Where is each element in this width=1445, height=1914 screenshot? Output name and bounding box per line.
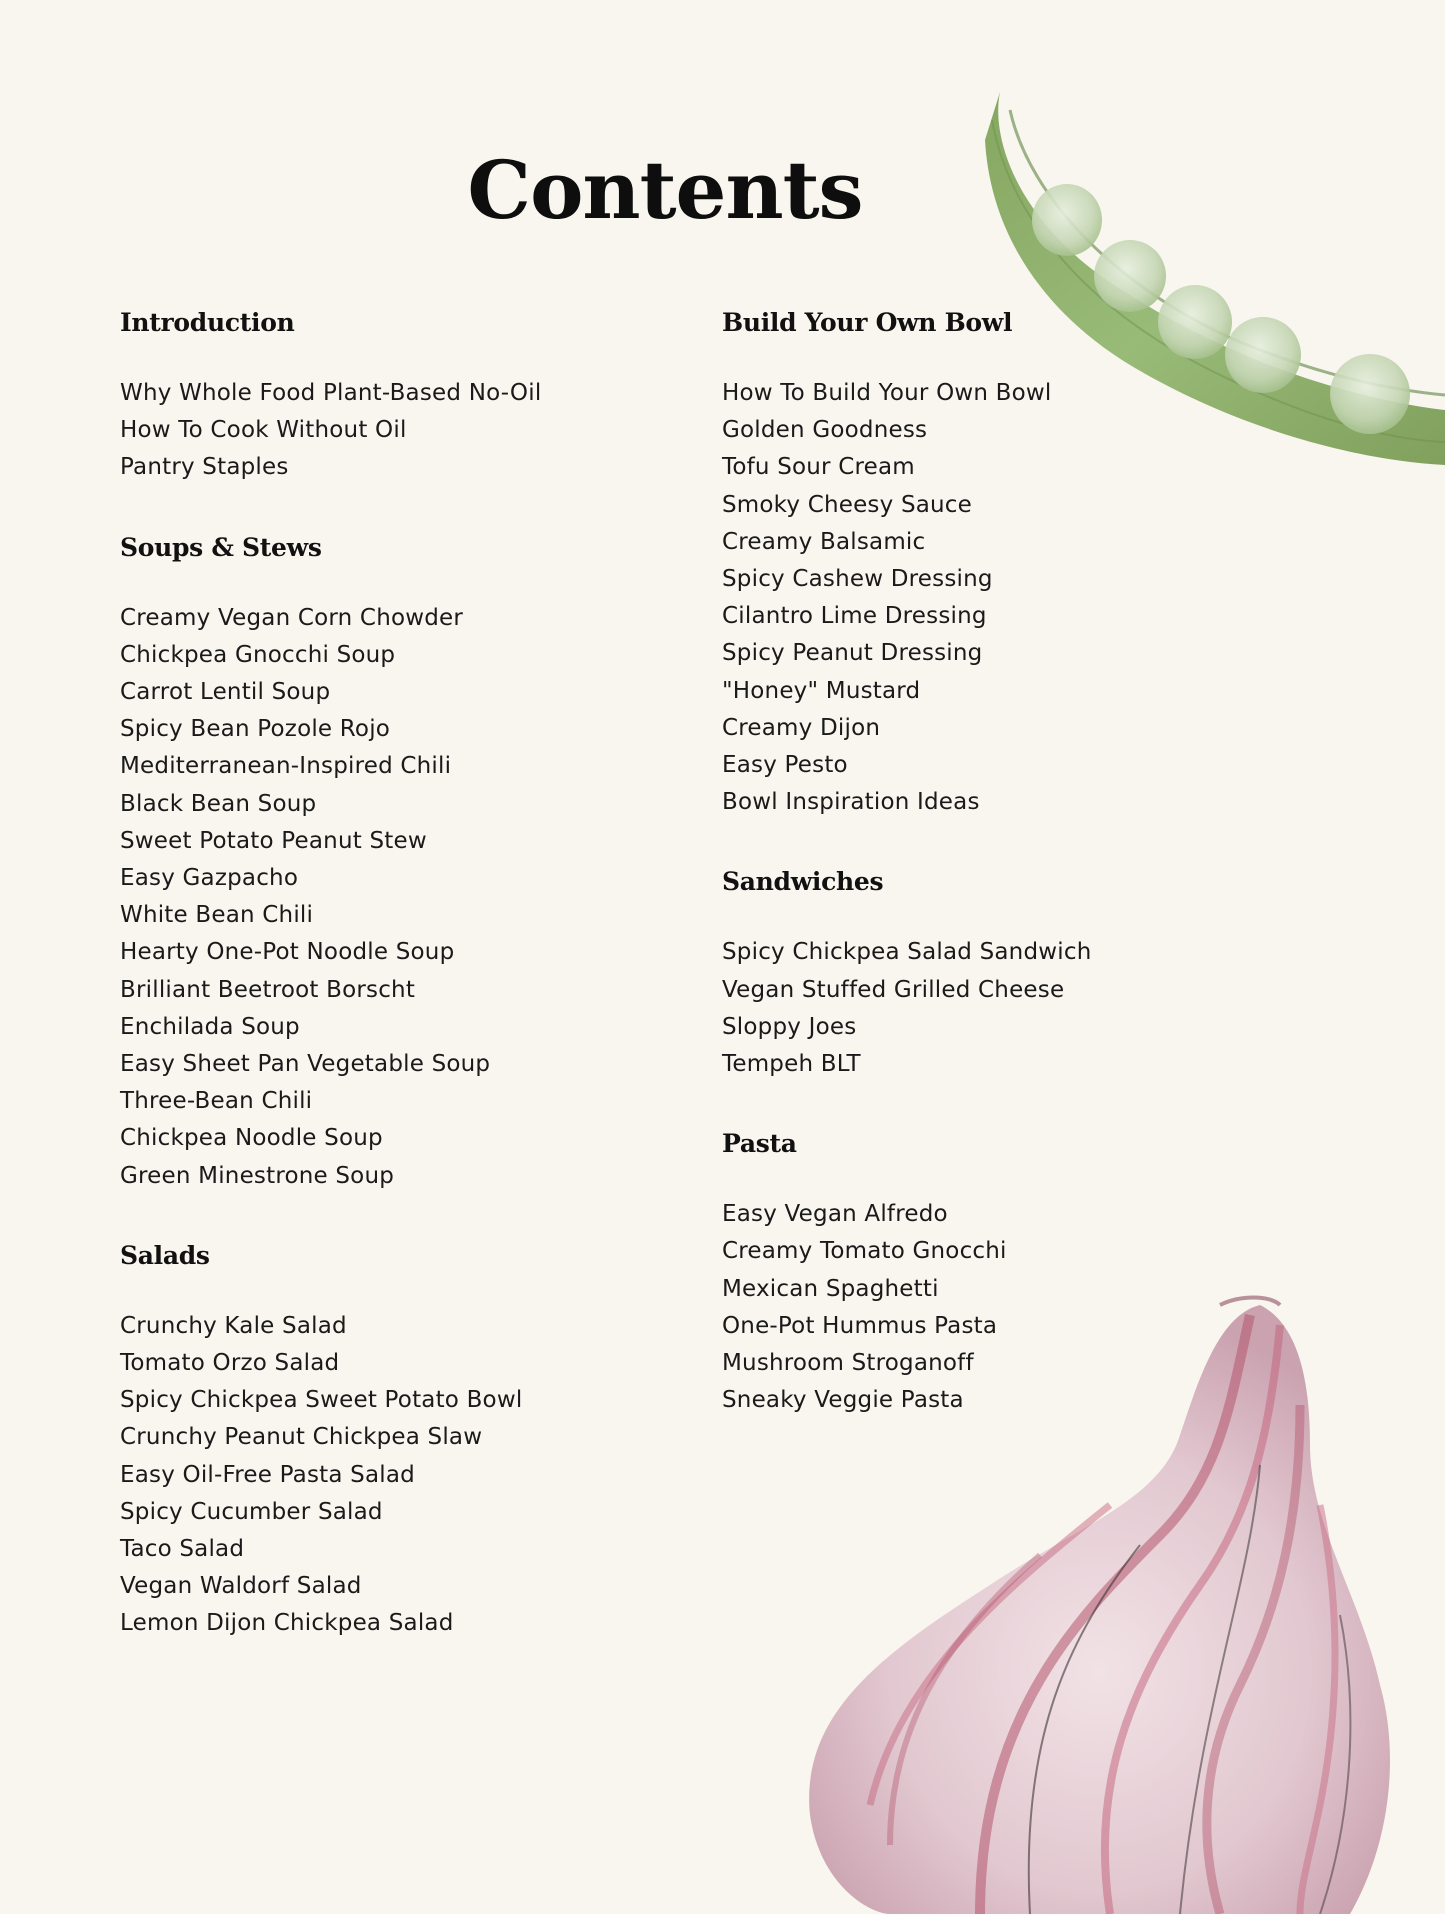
pea-5 <box>1330 354 1410 434</box>
toc-item[interactable]: Spicy Peanut Dressing <box>722 640 983 667</box>
section-heading: Introduction <box>120 308 295 337</box>
toc-item[interactable]: Mexican Spaghetti <box>722 1275 939 1302</box>
section-salads <box>120 1232 680 1643</box>
section-soups-stews <box>120 524 680 1195</box>
section-pasta <box>722 1120 1322 1419</box>
toc-item[interactable]: "Honey" Mustard <box>722 677 921 704</box>
section-heading: Sandwiches <box>722 867 884 897</box>
toc-item[interactable]: Crunchy Peanut Chickpea Slaw <box>120 1424 483 1451</box>
toc-item[interactable]: Hearty One-Pot Noodle Soup <box>120 939 455 966</box>
right-column <box>722 299 1322 1419</box>
toc-item[interactable]: Easy Gazpacho <box>120 865 299 892</box>
section-heading: Salads <box>120 1240 210 1270</box>
toc-item[interactable]: Mediterranean-Inspired Chili <box>120 753 452 780</box>
toc-item[interactable]: Enchilada Soup <box>120 1013 300 1040</box>
toc-item[interactable]: Golden Goodness <box>722 417 928 444</box>
section-heading: Soups & Stews <box>120 532 322 562</box>
toc-item[interactable]: Easy Sheet Pan Vegetable Soup <box>120 1051 491 1078</box>
toc-item[interactable]: Spicy Cashew Dressing <box>722 566 993 593</box>
toc-item[interactable]: Mushroom Stroganoff <box>722 1350 974 1377</box>
toc-item[interactable]: Vegan Stuffed Grilled Cheese <box>722 976 1065 1003</box>
toc-item[interactable]: Creamy Dijon <box>722 714 881 741</box>
toc-item[interactable]: Why Whole Food Plant-Based No-Oil <box>120 380 542 406</box>
left-column <box>120 299 680 1643</box>
toc-item[interactable]: Smoky Cheesy Sauce <box>722 491 973 518</box>
toc-item[interactable]: Chickpea Gnocchi Soup <box>120 641 396 668</box>
toc-item[interactable]: Three-Bean Chili <box>120 1088 313 1115</box>
toc-item[interactable]: Vegan Waldorf Salad <box>120 1573 362 1600</box>
toc-item[interactable]: White Bean Chili <box>120 902 314 929</box>
toc-item[interactable]: Brilliant Beetroot Borscht <box>120 976 416 1003</box>
toc-item[interactable]: Tempeh BLT <box>722 1051 861 1078</box>
section-introduction <box>120 299 680 487</box>
toc-item[interactable]: Lemon Dijon Chickpea Salad <box>120 1610 454 1637</box>
toc-item[interactable]: Tofu Sour Cream <box>722 454 915 481</box>
toc-item[interactable]: How To Cook Without Oil <box>120 417 407 444</box>
toc-item[interactable]: Spicy Cucumber Salad <box>120 1498 383 1525</box>
toc-item[interactable]: Sloppy Joes <box>722 1013 857 1040</box>
toc-item[interactable]: Creamy Vegan Corn Chowder <box>120 604 464 631</box>
toc-item[interactable]: Spicy Chickpea Salad Sandwich <box>722 939 1092 966</box>
toc-item[interactable]: Pantry Staples <box>120 454 289 481</box>
toc-item[interactable]: Cilantro Lime Dressing <box>722 603 987 630</box>
toc-item[interactable]: Easy Pesto <box>722 752 848 779</box>
toc-item[interactable]: Creamy Tomato Gnocchi <box>722 1238 1007 1265</box>
toc-item[interactable]: Chickpea Noodle Soup <box>120 1125 383 1152</box>
toc-item[interactable]: Easy Vegan Alfredo <box>722 1201 948 1228</box>
toc-item[interactable]: Taco Salad <box>120 1536 245 1563</box>
toc-item[interactable]: Creamy Balsamic <box>722 528 926 555</box>
toc-item[interactable]: Sneaky Veggie Pasta <box>722 1387 964 1414</box>
page-title: Contents <box>467 143 863 237</box>
toc-item[interactable]: One-Pot Hummus Pasta <box>722 1312 998 1339</box>
toc-item[interactable]: Green Minestrone Soup <box>120 1162 395 1189</box>
toc-item[interactable]: Spicy Chickpea Sweet Potato Bowl <box>120 1387 523 1414</box>
toc-item[interactable]: Sweet Potato Peanut Stew <box>120 827 427 854</box>
toc-item[interactable]: Spicy Bean Pozole Rojo <box>120 716 391 743</box>
section-sandwiches <box>722 858 1322 1083</box>
toc-item[interactable]: Tomato Orzo Salad <box>120 1350 340 1377</box>
toc-item[interactable]: Carrot Lentil Soup <box>120 679 331 706</box>
section-heading: Build Your Own Bowl <box>722 308 1013 337</box>
section-heading: Pasta <box>722 1129 797 1159</box>
toc-item[interactable]: How To Build Your Own Bowl <box>722 380 1052 406</box>
toc-item[interactable]: Bowl Inspiration Ideas <box>722 789 980 816</box>
section-build-your-own-bowl <box>722 299 1322 821</box>
toc-item[interactable]: Black Bean Soup <box>120 790 317 817</box>
toc-item[interactable]: Crunchy Kale Salad <box>120 1312 347 1339</box>
toc-item[interactable]: Easy Oil-Free Pasta Salad <box>120 1461 415 1488</box>
